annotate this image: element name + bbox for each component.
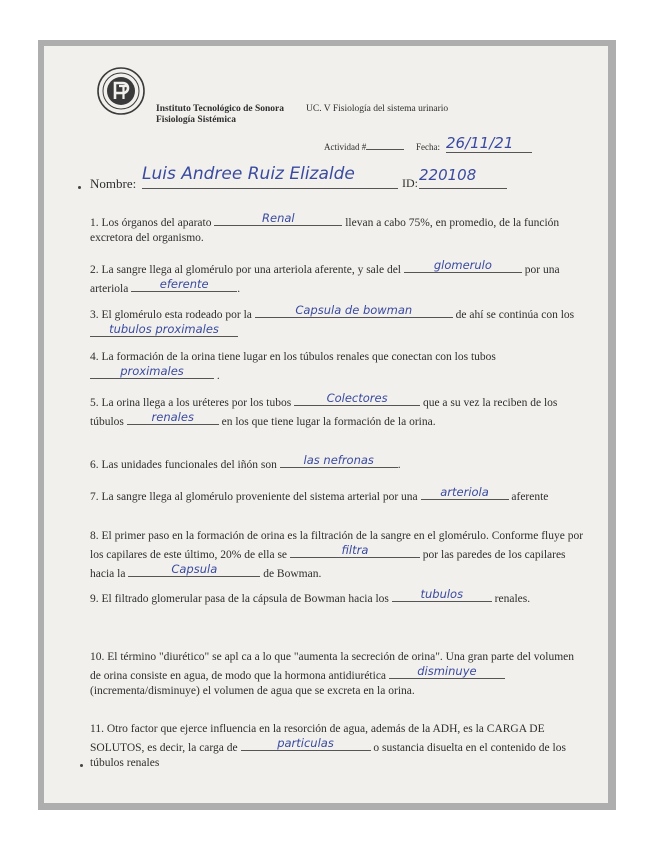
answer-field[interactable]: Capsula (128, 563, 260, 577)
name-label: Nombre: (90, 176, 137, 191)
answer-field[interactable]: filtra (290, 544, 420, 558)
question-1: 1. Los órganos del aparato Renal llevan a cabo 75%, en promedio, de la función excretora del organismo. (90, 212, 560, 244)
question-7: 7. La sangre llega al glomérulo proveniente del sistema arterial por una arteriola aferente (90, 486, 549, 503)
answer-field[interactable]: tubulos (392, 588, 492, 602)
answer-field[interactable]: Renal (214, 212, 342, 226)
activity-label: Actividad # (324, 142, 404, 152)
answer-field[interactable]: las nefronas (280, 454, 398, 468)
answer-field[interactable]: eferente (131, 278, 237, 292)
question-8: 8. El primer paso en la formación de orina es la filtración de la sangre en el glomérulo. Conforme fluye por los capilares de este último, 20% de ella se filtra por las paredes de los capilares hacia la Capsula de Bowman. (90, 530, 584, 580)
question-4: 4. La formación de la orina tiene lugar en los túbulos renales que conectan con los tubos proximales . (90, 351, 496, 382)
date-field[interactable]: 26/11/21 (446, 134, 532, 153)
answer-field[interactable]: arteriola (421, 486, 509, 500)
answer-field[interactable]: proximales (90, 365, 214, 379)
institute-logo (96, 66, 146, 116)
date-label: Fecha: (416, 142, 440, 152)
id-label: ID: (402, 176, 418, 190)
subject-name: Fisiología Sistémica (156, 115, 236, 125)
unit-title: UC. V Fisiología del sistema urinario (306, 104, 449, 114)
answer-field[interactable]: glomerulo (404, 259, 522, 273)
answer-field[interactable]: renales (127, 411, 219, 425)
question-6: 6. Las unidades funcionales del iñón son las nefronas . (90, 454, 401, 471)
question-2: 2. La sangre llega al glomérulo por una arteriola aferente, y sale del glomerulo por una arteriola eferente . (90, 259, 560, 295)
answer-field[interactable]: Capsula de bowman (255, 304, 453, 318)
question-11: 11. Otro factor que ejerce influencia en la resorción de agua, además de la ADH, es la CARGA DE SOLUTOS, es decir, la carga de particulas o sustancia disuelta en el contenido de los túbulos renales (90, 723, 566, 769)
id-field[interactable]: 220108 (419, 166, 507, 189)
worksheet-page (44, 46, 608, 803)
question-10: 10. El término "diurético" se apl ca a lo que "aumenta la secreción de orina". Una gran parte del volumen de orina consiste en agua, de modo que la hormona antidiurética disminuye (incrementa/disminuye) el volumen de agua que se excreta en la orina. (90, 651, 575, 697)
answer-field[interactable]: tubulos proximales (90, 323, 238, 337)
question-5: 5. La orina llega a los uréteres por los tubos Colectores que a su vez la reciben de los túbulos renales en los que tiene lugar la formación de la orina. (90, 392, 558, 428)
stray-mark (78, 186, 81, 189)
answer-field[interactable]: Colectores (294, 392, 420, 406)
stray-mark (80, 764, 83, 767)
answer-field[interactable]: particulas (241, 737, 371, 751)
question-9: 9. El filtrado glomerular pasa de la cápsula de Bowman hacia los tubulos renales. (90, 588, 531, 605)
name-field[interactable]: Luis Andree Ruiz Elizalde (142, 164, 398, 189)
answer-field[interactable]: disminuye (389, 665, 505, 679)
question-3: 3. El glomérulo esta rodeado por la Capsula de bowman de ahí se continúa con los tubulos proximales (90, 304, 575, 336)
institute-header (156, 104, 284, 126)
institute-name: Instituto Tecnológico de Sonora (156, 104, 285, 114)
